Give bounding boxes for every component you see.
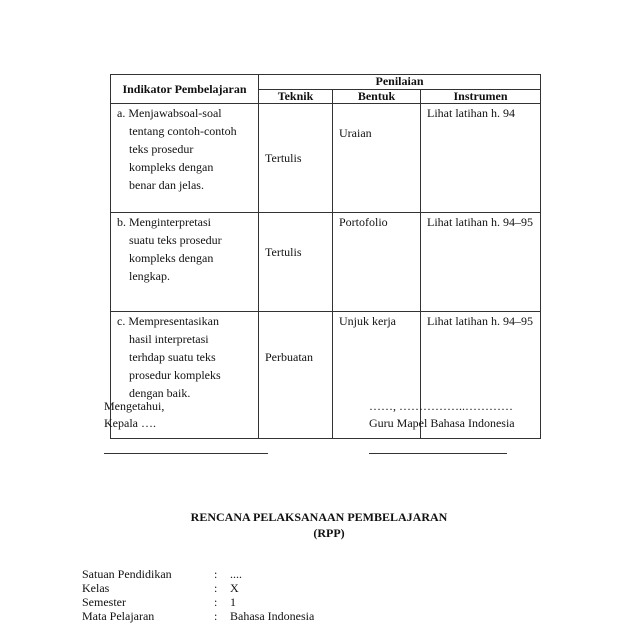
identity-value: Bahasa Indonesia: [230, 609, 315, 623]
indikator-line: teks prosedur: [129, 142, 194, 156]
bentuk-cell: Uraian: [333, 104, 421, 213]
signature-right: [369, 398, 515, 432]
signature-left-label: Mengetahui,: [104, 399, 165, 413]
identity-row: [82, 581, 314, 595]
indikator-line: kompleks dengan: [129, 160, 214, 174]
instrumen-cell: Lihat latihan h. 94–95: [421, 312, 541, 439]
identity-value: X: [230, 581, 239, 595]
identity-block: [82, 567, 314, 623]
signature-right-date: ……, ……………..…………: [369, 399, 513, 413]
indikator-line: tentang contoh-contoh: [129, 124, 237, 138]
header-instrumen: Instrumen: [421, 90, 541, 104]
indikator-line: benar dan jelas.: [129, 178, 204, 192]
bentuk-cell: Unjuk kerja: [333, 312, 421, 439]
instrumen-cell: Lihat latihan h. 94–95: [421, 213, 541, 312]
bentuk-cell: Portofolio: [333, 213, 421, 312]
signature-right-role: Guru Mapel Bahasa Indonesia: [369, 416, 515, 430]
identity-key: Satuan Pendidikan: [82, 567, 172, 581]
identity-row: [82, 609, 314, 623]
identity-row: [82, 567, 314, 581]
header-bentuk: Bentuk: [333, 90, 421, 104]
teknik-cell: Tertulis: [259, 213, 333, 312]
identity-separator: :: [214, 609, 218, 623]
rpp-subtitle: (RPP): [313, 526, 345, 540]
indikator-line: kompleks dengan: [129, 251, 214, 265]
identity-row: [82, 595, 314, 609]
header-penilaian: Penilaian: [259, 75, 541, 90]
identity-value: ....: [230, 567, 242, 581]
indikator-line: lengkap.: [129, 269, 170, 283]
assessment-table: [110, 74, 541, 439]
teknik-cell: Tertulis: [259, 104, 333, 213]
indikator-line: b. Menginterpretasi: [117, 215, 211, 229]
indikator-line: dengan baik.: [129, 386, 191, 400]
signature-line-left: [104, 453, 268, 454]
signature-left-role: Kepala ….: [104, 416, 156, 430]
signature-left: [104, 398, 164, 432]
indikator-line: suatu teks prosedur: [129, 233, 222, 247]
identity-key: Kelas: [82, 581, 110, 595]
teknik-cell: Perbuatan: [259, 312, 333, 439]
indikator-cell: [111, 213, 259, 312]
instrumen-cell: Lihat latihan h. 94: [421, 104, 541, 213]
indikator-line: terhdap suatu teks: [129, 350, 216, 364]
table-row: [111, 104, 541, 213]
rpp-title: RENCANA PELAKSANAAN PEMBELAJARAN: [190, 510, 448, 524]
identity-separator: :: [214, 595, 218, 609]
indikator-cell: [111, 104, 259, 213]
table-header-row: [111, 75, 541, 90]
signature-line-right: [369, 453, 507, 454]
indikator-line: c. Mempresentasikan: [117, 314, 219, 328]
indikator-line: prosedur kompleks: [129, 368, 221, 382]
identity-key: Mata Pelajaran: [82, 609, 155, 623]
indikator-line: a. Menjawabsoal-soal: [117, 106, 222, 120]
table-row: [111, 213, 541, 312]
identity-separator: :: [214, 581, 218, 595]
indikator-line: hasil interpretasi: [129, 332, 209, 346]
header-teknik: Teknik: [259, 90, 333, 104]
header-indikator: Indikator Pembelajaran: [111, 75, 259, 104]
identity-separator: :: [214, 567, 218, 581]
identity-value: 1: [230, 595, 236, 609]
identity-key: Semester: [82, 595, 126, 609]
